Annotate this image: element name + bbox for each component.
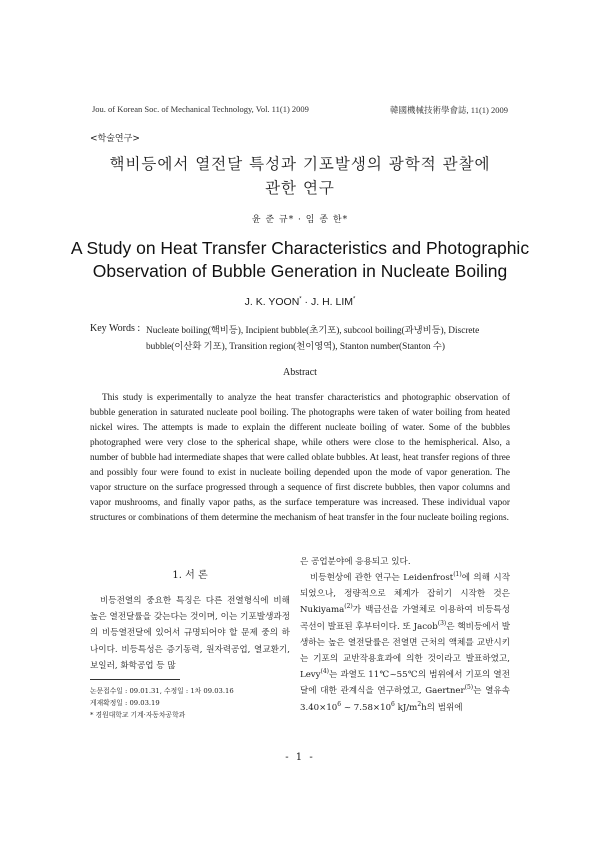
english-title-line-2: Observation of Bubble Generation in Nucleate Boiling — [92, 261, 508, 281]
english-title-line-1: A Study on Heat Transfer Characteristics and Photographic — [70, 238, 530, 258]
korean-title-line-2: 관한 연구 — [265, 179, 335, 197]
abstract-body: This study is experimentally to analyze the heat transfer characteristics and photographic observation of bubble generation in saturated nucleate pool boiling. The photographs were taken of water boiling from heated nickel wires. The attempts is made to explain the different nucleate boiling of water. Some of the bubbles photographed were very close to the spherical shape, while others were close to the hemispherical. Also, a number of bubble had intermediate shapes that were called oblate bubbles. At least, heat transfer regions of three and possibly four were found to exist in nucleate boiling depended upon the mode of vapor generation. The vapor structure on the surface progressed through a sequence of first discrete bubbles, then vapor columns and vapor mushrooms, and finally vapor paths, as the surface temperature was increased. These individual vapor structures or combinations of them determine the mechanism of heat transfer in the four nucleate boiling regions. — [90, 393, 510, 523]
korean-title-line-1: 핵비등에서 열전달 특성과 기포발생의 광학적 관찰에 — [109, 155, 491, 173]
footnote-divider — [90, 679, 180, 680]
introduction-left-paragraph: 비등전열의 중요한 특징은 다른 전열형식에 비해 높은 열전달률을 갖는다는 것이며, 이는 기포발생과정의 비등열전달에 있어서 규명되어야 할 문제 중의 하나이다. 비등특성은 증기동력, 원자력공업, 열교환기, 보일러, 화학공업 등 많 — [90, 596, 290, 671]
page-number: - 1 - — [285, 752, 315, 763]
english-authors: J. K. YOON* · J. H. LIM* — [244, 296, 356, 308]
footnote-received: 논문접수일 : 09.01.31, 수정일 : 1차 09.03.16 — [90, 687, 234, 695]
korean-authors: 윤 준 규* · 임 종 한* — [251, 215, 349, 225]
introduction-right-continuation: 은 공업분야에 응용되고 있다. — [300, 557, 411, 567]
author-1: J. K. YOON — [244, 296, 300, 308]
journal-header-korean: 韓國機械技術學會誌, 11(1) 2009 — [390, 105, 508, 115]
section-tag: <학술연구> — [90, 134, 140, 144]
journal-header-english: Jou. of Korean Soc. of Mechanical Technology, Vol. 11(1) 2009 — [92, 104, 309, 114]
introduction-right-paragraph: 비등현상에 관한 연구는 Leidenfrost$^{(1)}$에 의해 시작되었으나, 정량적으로 체계가 잡히기 시작한 것은 Nukiyama$^{(2)}$가 백금선을 가열체로 이용하여 비등특성곡선이 발표된 후부터이다. 또 Jacob$^{(3)}$은 핵비등에서 발생하는 높은 열전달률은 전열면 근처의 액체를 교반시키는 기포의 교반작용효과에 의한 것이라고 발표하였고, Levy$^{(4)}$는 과열도 11℃~55℃의 범위에서 기포의 열전달에 대한 관계식을 연구하였고, Gaertner$^{(5)}$는 열유속 $3.40\times 10^6$ ~ $7.58\times 10^6$ $kJ/m^2h$의 범위에 — [300, 571, 511, 713]
footnote-accepted: 게재확정일 : 09.03.19 — [90, 699, 160, 707]
author-2: J. H. LIM — [310, 296, 353, 308]
keywords-label: Key Words : — [90, 323, 141, 334]
keywords-text: Nucleate boiling(핵비등), Incipient bubble(초기포), subcool boiling(과냉비등), Discrete bubble(이산화 기포), Transition region(천이영역), Stanton number(Stanton 수) — [146, 326, 480, 352]
footnote-affiliation: * 경원대학교 기계·자동차공학과 — [90, 711, 186, 719]
author-separator: · — [301, 296, 311, 308]
abstract-title: Abstract — [283, 367, 317, 378]
section-heading-introduction: 1. 서 론 — [172, 570, 208, 581]
